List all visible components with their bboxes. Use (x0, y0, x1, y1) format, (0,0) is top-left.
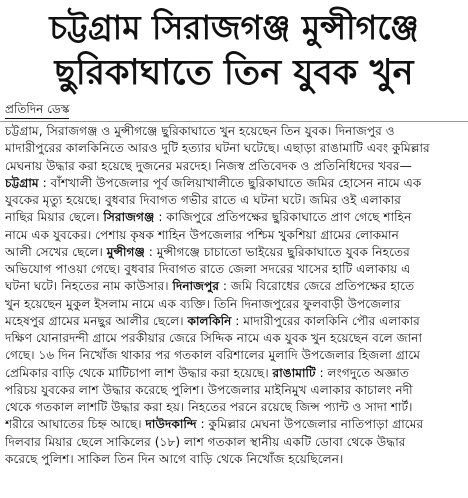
body-line (5, 244, 464, 261)
body-text-run: : মুন্সীগঞ্জে চাচাতো ভাইয়ের ছুরিকাঘাতে যুবক নিহতের (144, 244, 410, 259)
body-text-run: শরীরে আঘাতের চিহ্ন আছে। (5, 417, 146, 432)
location-dateline: সিরাজগঞ্জ (103, 210, 155, 225)
body-text-run: মেঘনায় উদ্ধার করা হয়েছে দুজনের মরদেহ। নিজস্ব প্রতিবেদক ও প্রতিনিধিদের খবর— (5, 158, 412, 173)
body-line (5, 278, 464, 295)
body-line (5, 227, 464, 244)
body-text-run: : লংগদুতে অজ্ঞাত (315, 365, 410, 380)
body-text-run: থেকে গতকাল লাশটি উদ্ধার করা হয়। নিহতের পরনে রয়েছে জিন্স প্যান্ট ও সাদা শার্ট। (5, 400, 413, 414)
body-text-run: : মাদারীপুরের কালকিনি পৌর এলাকার (231, 313, 420, 328)
location-dateline: মুন্সীগঞ্জ (106, 244, 145, 259)
body-line (5, 192, 464, 209)
body-text-run: নামে এক যুবকের। পেশায় কৃষক শাহিন উপজেলার পশ্চিম খুকশিয়া গ্রামের লোকমান (5, 227, 399, 242)
byline: প্রতিদিন ডেস্ক (5, 101, 69, 119)
headline-line-2: ছুরিকাঘাতে তিন যুবক খুন (54, 53, 414, 93)
body-line (5, 382, 464, 399)
body-text-run: : জমি বিরোধের জেরে প্রতিপক্ষের হাতে (219, 279, 415, 294)
body-line (5, 261, 464, 278)
headline-line-1: চট্টগ্রাম সিরাজগঞ্জ মুন্সীগঞ্জে (49, 8, 419, 47)
body-text-run: করেছে পুলিশ। সাকিল তিন দিন আগে বাড়ি থেকে নিখোঁজ হয়েছিলেন। (5, 451, 344, 466)
body-line (5, 416, 464, 433)
body-line (5, 365, 464, 382)
body-line (5, 123, 464, 140)
body-text-run: ঘটনা ঘটে। নিহতের নাম কাউসার। (5, 279, 173, 294)
body-text-run: প্রেমিকার বাড়ি থেকে মাটিচাপা লাশ উদ্ধার করা হয়েছে। (5, 365, 273, 380)
body-text-run: পরিচয় যুবকের লাশ উদ্ধার করেছে পুলিশ। উপজেলার মাইনিমুখ এলাকার কাচালং নদী (5, 382, 413, 397)
body-line (5, 451, 464, 468)
body-text-run: চট্টগ্রাম, সিরাজগঞ্জ ও মুন্সীগঞ্জে ছুরিকাঘাতে খুন হয়েছেন তিন যুবক। দিনাজপুর ও (5, 124, 395, 138)
body-text-run: যুবকের মৃত্যু হয়েছে। বুধবার দিবাগত গভীর রাতে এ ঘটনা ঘটে। জমির ওই এলাকার (5, 193, 401, 207)
body-text-run: আলী সেখের ছেলে। (5, 244, 107, 259)
body-text-run: মাদারীপুরের কালকিনিতে আরও দুটি হত্যার ঘটনা ঘটেছে। এছাড়া রাঙামাটি এবং কুমিল্লার (5, 141, 430, 156)
location-dateline: রাঙামাটি (272, 365, 316, 380)
body-text-run: দিলবার মিয়ার ছেলে সাকিলের (১৮) লাশ গতকাল স্থানীয় একটি ডোবা থেকে উদ্ধার (5, 434, 406, 449)
body-text-run: মহেষপুর গ্রামের মনছুর আলীর ছেলে। (5, 313, 188, 328)
body-line (5, 140, 464, 157)
location-dateline: কালকিনি (187, 313, 232, 328)
location-dateline: দিনাজপুর (172, 279, 220, 294)
location-dateline: দাউদকান্দি (145, 417, 197, 432)
body-text-run: : কুমিল্লার মেঘনা উপজেলার নাতিপাড়া গ্রামের (196, 417, 424, 432)
body-line (5, 399, 464, 416)
body-text-run: অভিযোগ পাওয়া গেছে। বুধবার দিবাগত রাতে জেলা সদরের খাসের হাটি এলাকায় এ (5, 262, 411, 276)
body-line (5, 347, 464, 364)
body-line (5, 158, 464, 175)
body-text-run: দক্ষিণ যোনারদন্দী গ্রামে পরকীয়ার জেরে সিদ্দিক নামে এক যুবক খুন হয়েছেন বলে জানা (5, 331, 422, 345)
body-text-run: : বাঁশখালী উপজেলার পূর্ব জলিয়াখালীতে ছুরিকাঘাতে জমির হোসেন নামে এক (38, 175, 422, 190)
body-line (5, 296, 464, 313)
body-text-run: : কাজিপুরে প্রতিপক্ষের ছুরিকাঘাতে প্রাণ গেছে শাহিন (154, 210, 412, 225)
body-text-run: গেছে। ১৬ দিন নিখোঁজ থাকার পর গতকাল বরিশালের মুলাদি উপজেলার হিজলা গ্রামে (5, 348, 421, 363)
body-text-run: খুন হয়েছেন মুকুল ইসলাম নামে এক ব্যক্তি। তিনি দিনাজপুরের ফুলবাড়ী উপজেলার (5, 296, 401, 311)
body-line (5, 175, 464, 192)
body-text-run: নাছির মিয়ার ছেলে। (5, 210, 104, 225)
body-line (5, 330, 464, 347)
article-body (5, 123, 464, 468)
body-line (5, 209, 464, 226)
body-line (5, 313, 464, 330)
divider (0, 121, 468, 122)
body-line (5, 434, 464, 451)
location-dateline: চট্টগ্রাম (5, 175, 39, 190)
